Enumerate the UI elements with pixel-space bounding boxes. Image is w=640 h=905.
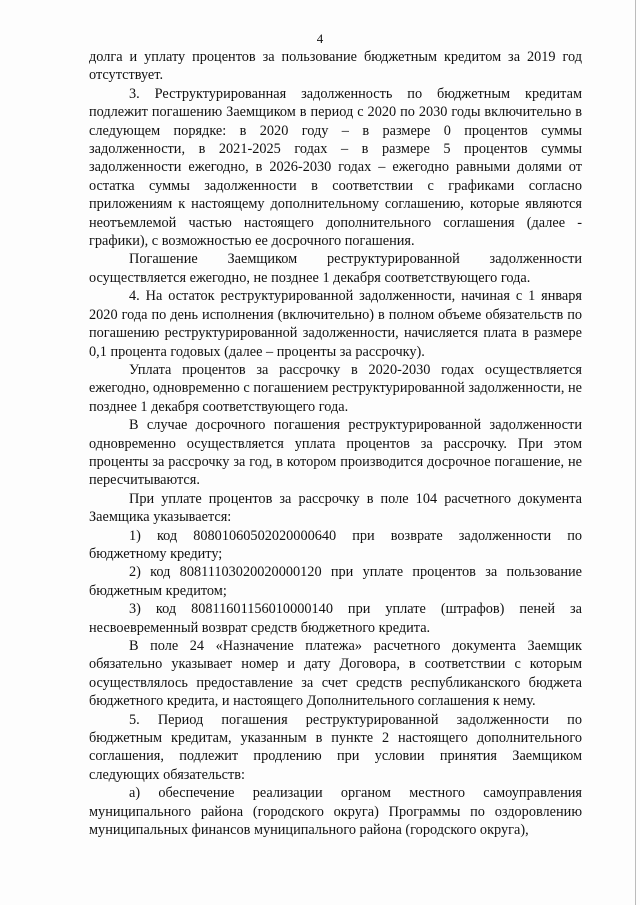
paragraph-clause-4: 4. На остаток реструктурированной задолженности, начиная с 1 января 2020 года по день исполнения (включительно) в полном объеме обязательств по погашению реструктурированной задолженности, начисляется плата в размере 0,1 процента годовых (далее – проценты за рассрочку).	[89, 288, 582, 360]
paragraph-item-a: а) обеспечение реализации органом местного самоуправления муниципального района (городского округа) Программы по оздоровлению муниципальных финансов муниципального района (городского округа),	[89, 785, 582, 839]
paragraph-code-3: 3) код 80811601156010000140 при уплате (штрафов) пеней за несвоевременный возврат средств бюджетного кредита.	[89, 601, 582, 636]
paragraph-clause-3: 3. Реструктурированная задолженность по бюджетным кредитам подлежит погашению Заемщиком в период с 2020 по 2030 годы включительно в следующем порядке: в 2020 году – в размере 0 процентов суммы задолженности, в 2021-2025 годах – в размере 5 процентов суммы задолженности ежегодно, в 2026-2030 годах – ежегодно равными долями от остатка суммы задолженности в соответствии с графиками согласно приложениям к настоящему дополнительному соглашению, которые являются неотъемлемой частью настоящего дополнительного соглашения (далее - графики), с возможностью ее досрочного погашения.	[89, 85, 582, 250]
paragraph-field-24: В поле 24 «Назначение платежа» расчетного документа Заемщик обязательно указывает номер и дату Договора, в соответствии с которым осуществлялось предоставление за счет средств республиканского бюджета бюджетного кредита, и настоящего Дополнительного соглашения к нему.	[89, 638, 582, 710]
paragraph-code-2: 2) код 80811103020020000120 при уплате процентов за пользование бюджетным кредитом;	[89, 564, 582, 599]
paragraph-repayment-deadline: Погашение Заемщиком реструктурированной задолженности осуществляется ежегодно, не позднее 1 декабря соответствующего года.	[89, 251, 582, 286]
page-edge-line	[635, 0, 636, 905]
paragraph-early-repayment: В случае досрочного погашения реструктурированной задолженности одновременно осуществляется уплата процентов за рассрочку. При этом проценты за рассрочку за год, в котором производится досрочное погашение, не пересчитываются.	[89, 417, 582, 489]
paragraph-field-104: При уплате процентов за рассрочку в поле 104 расчетного документа Заемщика указывается:	[89, 490, 582, 526]
page-number: 4	[316, 31, 324, 46]
document-body	[89, 48, 582, 839]
paragraph-continuation: долга и уплату процентов за пользование бюджетным кредитом за 2019 год отсутствует.	[89, 49, 582, 84]
paragraph-clause-5: 5. Период погашения реструктурированной задолженности по бюджетным кредитам, указанным в пункте 2 настоящего дополнительного соглашения, подлежит продлению при условии принятия Заемщиком следующих обязательств:	[89, 711, 582, 783]
paragraph-code-1: 1) код 80801060502020000640 при возврате задолженности по бюджетному кредиту;	[89, 527, 582, 562]
paragraph-interest-payment: Уплата процентов за рассрочку в 2020-2030 годах осуществляется ежегодно, одновременно с погашением реструктурированной задолженности, не позднее 1 декабря соответствующего года.	[89, 361, 582, 415]
